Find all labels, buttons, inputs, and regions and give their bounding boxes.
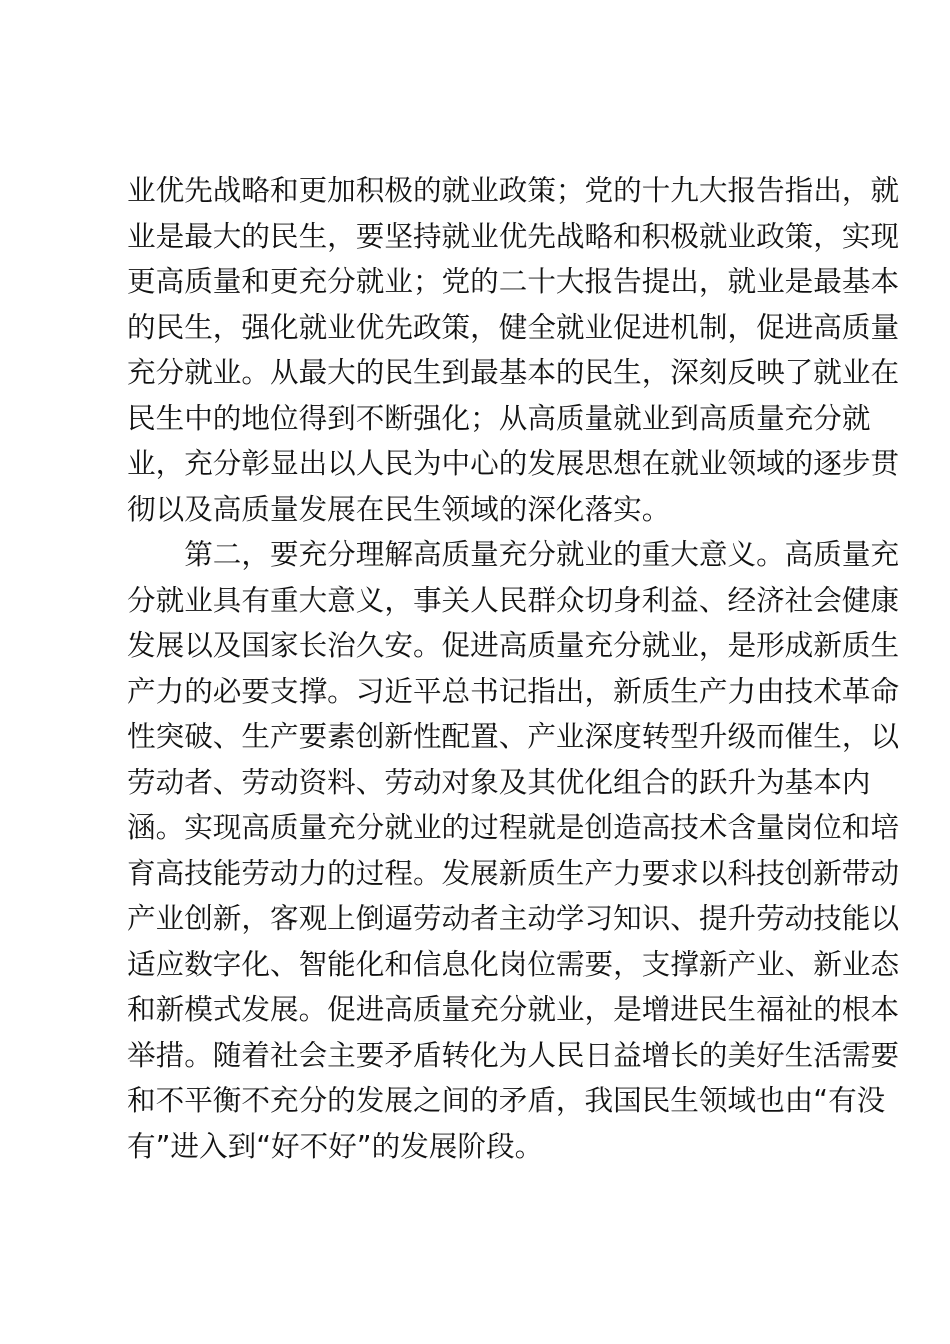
text-line: 劳动者、劳动资料、劳动对象及其优化组合的跃升为基本内 (127, 764, 871, 799)
paragraph-significance (127, 532, 900, 1169)
paragraph-employment-policy-history (127, 168, 900, 532)
document-body (127, 168, 900, 1169)
text-line: 有”进入到“好不好”的发展阶段。 (127, 1128, 544, 1163)
text-line: 产力的必要支撑。习近平总书记指出，新质生产力由技术革命 (127, 673, 900, 708)
text-line: 涵。实现高质量充分就业的过程就是创造高技术含量岗位和培 (127, 810, 900, 844)
text-line: 举措。随着社会主要矛盾转化为人民日益增长的美好生活需要 (127, 1037, 900, 1072)
text-line: 的民生，强化就业优先政策，健全就业促进机制，促进高质量 (127, 309, 900, 344)
text-line: 更高质量和更充分就业；党的二十大报告提出，就业是最基本 (127, 264, 900, 298)
text-line: 业，充分彰显出以人民为中心的发展思想在就业领域的逐步贯 (127, 446, 900, 480)
text-line: 充分就业。从最大的民生到最基本的民生，深刻反映了就业在 (127, 355, 900, 389)
text-line: 业优先战略和更加积极的就业政策；党的十九大报告指出，就 (127, 173, 900, 207)
text-line: 发展以及国家长治久安。促进高质量充分就业，是形成新质生 (127, 628, 900, 662)
text-line: 和不平衡不充分的发展之间的矛盾，我国民生领域也由“有没 (127, 1083, 886, 1117)
text-line: 育高技能劳动力的过程。发展新质生产力要求以科技创新带动 (127, 855, 900, 890)
text-line: 产业创新，客观上倒逼劳动者主动学习知识、提升劳动技能以 (127, 901, 900, 935)
text-line: 分就业具有重大意义，事关人民群众切身利益、经济社会健康 (127, 582, 900, 617)
text-line: 彻以及高质量发展在民生领域的深化落实。 (127, 491, 671, 526)
text-line: 民生中的地位得到不断强化；从高质量就业到高质量充分就 (127, 400, 871, 435)
text-line: 业是最大的民生，要坚持就业优先战略和积极就业政策，实现 (127, 218, 900, 253)
text-line: 和新模式发展。促进高质量充分就业，是增进民生福祉的根本 (127, 992, 900, 1026)
text-line: 第二，要充分理解高质量充分就业的重大意义。高质量充 (127, 537, 900, 571)
text-line: 性突破、生产要素创新性配置、产业深度转型升级而催生，以 (127, 719, 900, 753)
text-line: 适应数字化、智能化和信息化岗位需要，支撑新产业、新业态 (127, 946, 900, 981)
